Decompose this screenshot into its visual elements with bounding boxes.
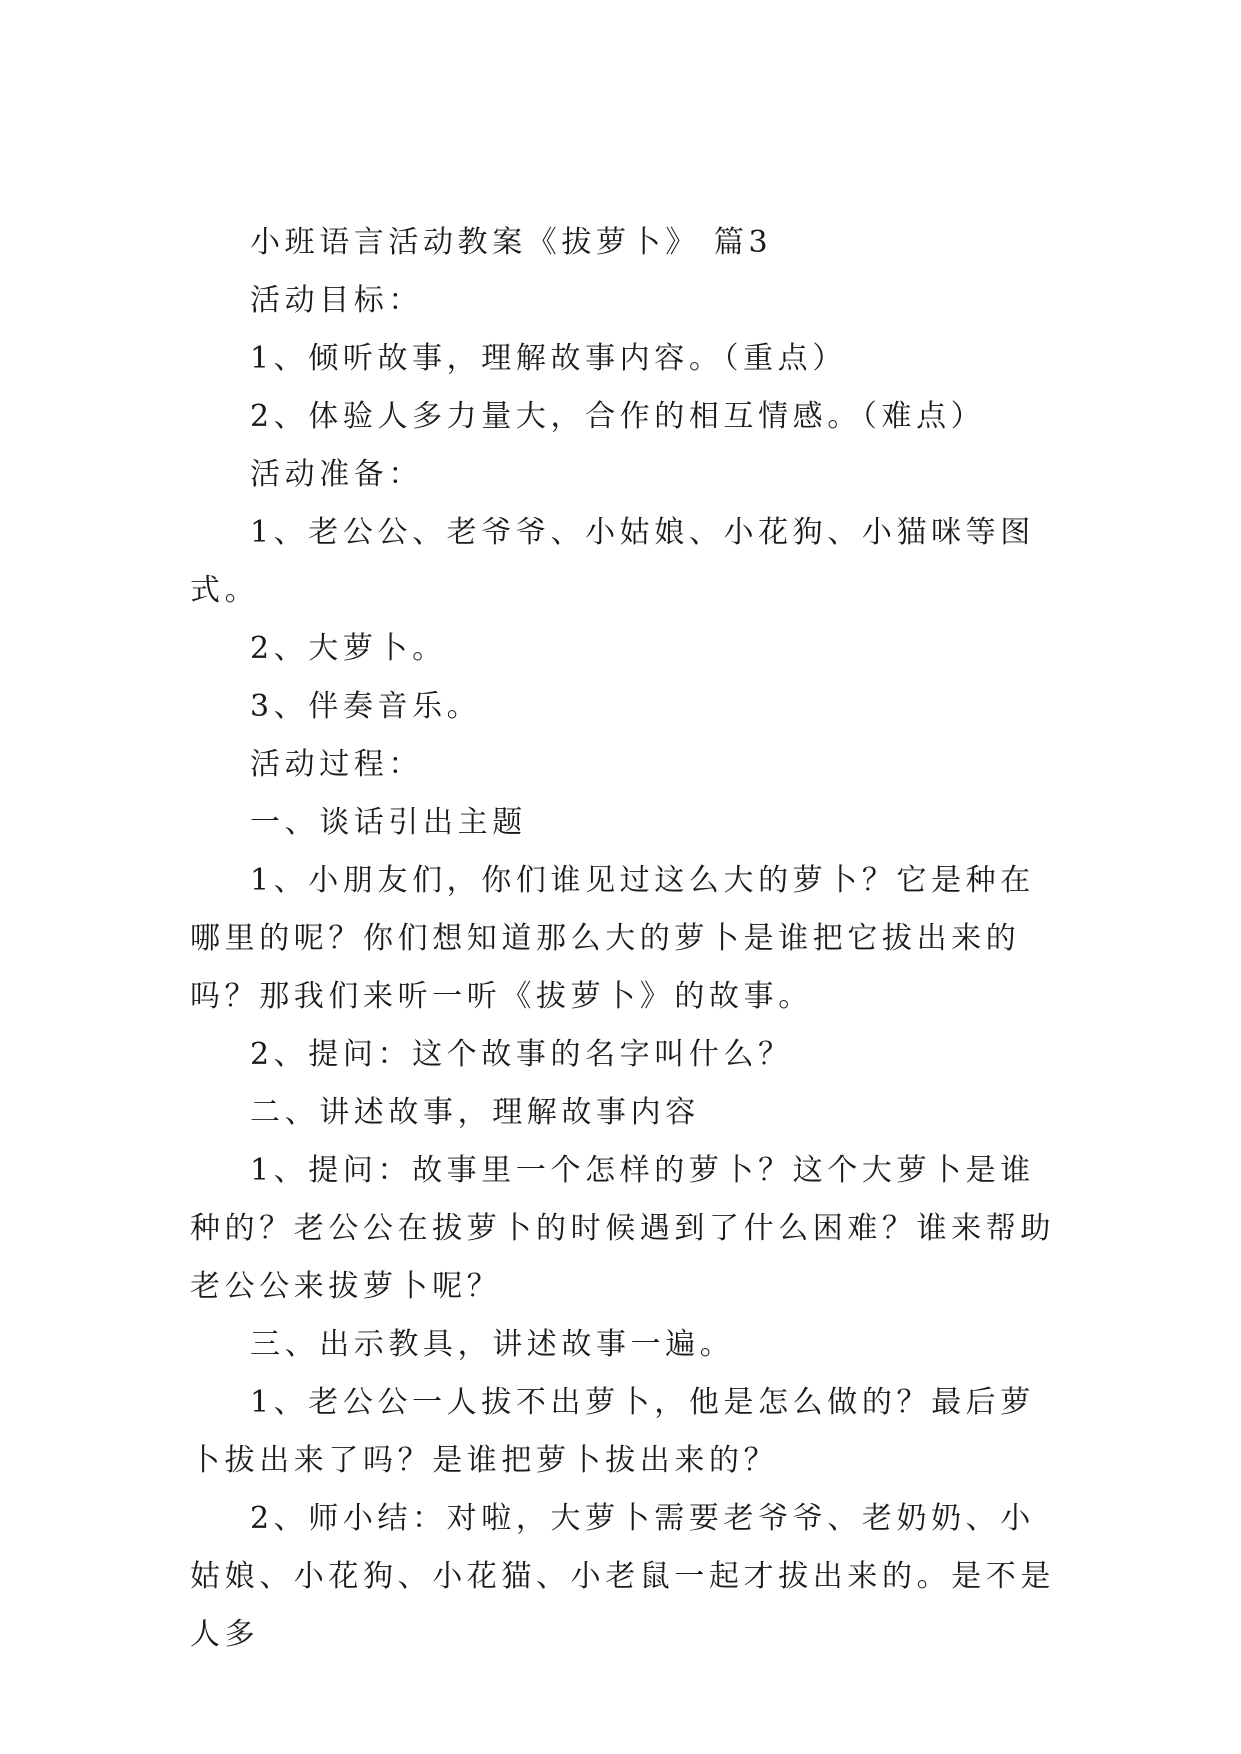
paragraph: 2、师小结：对啦，大萝卜需要老爷爷、老奶奶、小姑娘、小花狗、小花猫、小老鼠一起才拔出来的。是不是人多 — [190, 1501, 1055, 1652]
paragraph: 1、老公公、老爷爷、小姑娘、小花狗、小猫咪等图式。 — [190, 515, 1035, 608]
paragraph: 1、提问：故事里一个怎样的萝卜？这个大萝卜是谁种的？老公公在拔萝卜的时候遇到了什么困难？谁来帮助老公公来拔萝卜呢？ — [190, 1153, 1055, 1304]
paragraph: 活动过程： — [250, 747, 423, 782]
paragraph: 3、伴奏音乐。 — [250, 689, 482, 724]
paragraph: 1、小朋友们，你们谁见过这么大的萝卜？它是种在哪里的呢？你们想知道那么大的萝卜是谁把它拔出来的吗？那我们来听一听《拔萝卜》的故事。 — [190, 863, 1035, 1014]
document-body — [190, 214, 1060, 1664]
paragraph: 2、体验人多力量大，合作的相互情感。（难点） — [250, 399, 986, 434]
paragraph: 2、提问：这个故事的名字叫什么？ — [250, 1037, 793, 1072]
document-title: 小班语言活动教案《拔萝卜》 篇3 — [250, 225, 773, 260]
paragraph: 一、谈话引出主题 — [250, 805, 527, 840]
paragraph: 活动准备： — [250, 457, 423, 492]
paragraph: 2、大萝卜。 — [250, 631, 447, 666]
paragraph: 三、出示教具，讲述故事一遍。 — [250, 1327, 735, 1362]
paragraph: 二、讲述故事，理解故事内容 — [250, 1095, 700, 1130]
paragraph: 1、倾听故事，理解故事内容。（重点） — [250, 341, 847, 376]
paragraph: 活动目标： — [250, 283, 423, 318]
paragraph: 1、老公公一人拔不出萝卜，他是怎么做的？最后萝卜拔出来了吗？是谁把萝卜拔出来的？ — [190, 1385, 1035, 1478]
